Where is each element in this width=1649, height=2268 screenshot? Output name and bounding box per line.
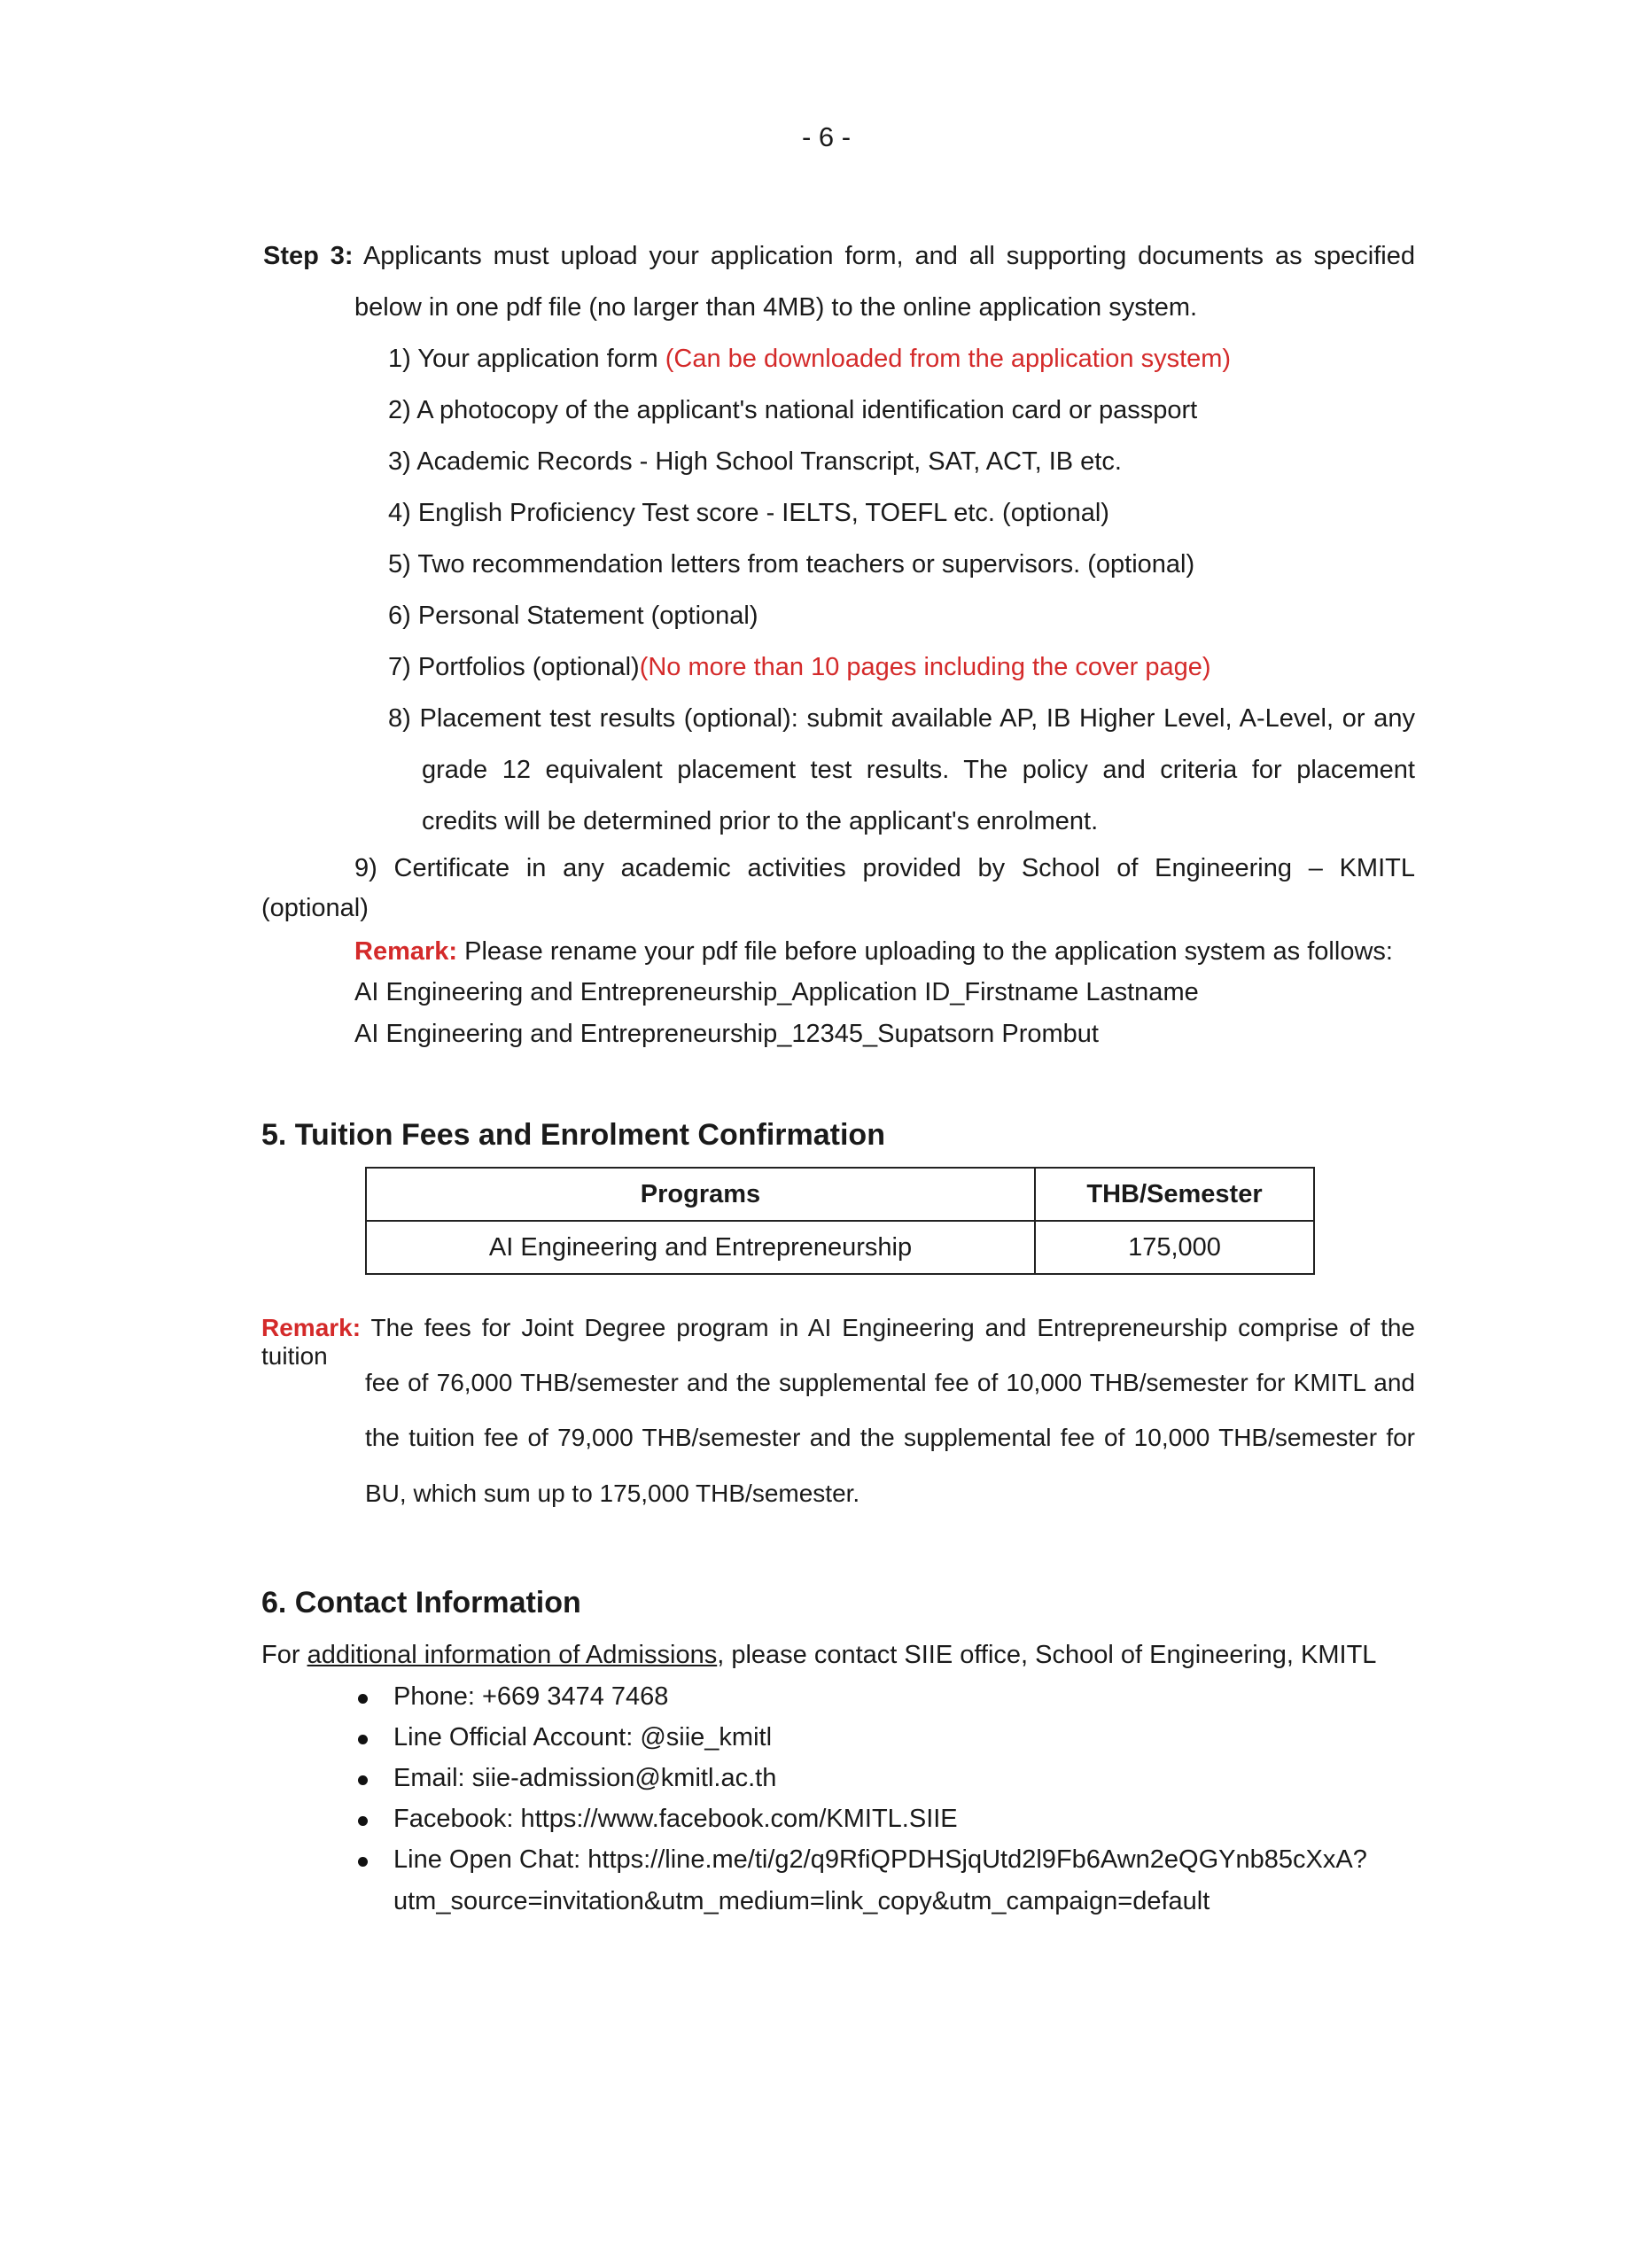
- contact-line-open-chat-continued[interactable]: utm_source=invitation&utm_medium=link_copy&utm_campaign=default: [393, 1887, 1210, 1915]
- item-note: (Can be downloaded from the application system): [665, 345, 1232, 373]
- contact-email[interactable]: Email: siie-admission@kmitl.ac.th: [393, 1764, 777, 1792]
- remark-line3-text: the tuition fee of 79,000 THB/semester and the supplemental fee of 10,000 THB/semester for: [365, 1424, 1415, 1451]
- bullet-icon: [358, 1857, 368, 1867]
- step3-item-9-line1: [354, 854, 1415, 883]
- table-header-programs: Programs: [366, 1168, 1035, 1221]
- step3-item-4: 4) English Proficiency Test score - IELTS, TOEFL etc. (optional): [388, 499, 1109, 527]
- item8-line2-text: grade 12 equivalent placement test results. The policy and criteria for placement: [422, 756, 1415, 784]
- tuition-table: [365, 1167, 1315, 1275]
- step3-item-7: [388, 653, 1211, 682]
- bullet-icon: [358, 1694, 368, 1704]
- step3-remark: [354, 937, 1393, 967]
- intro-suffix: , please contact SIIE office, School of Engineering, KMITL: [717, 1641, 1377, 1669]
- page-number: - 6 -: [802, 121, 852, 152]
- section5-heading: 5. Tuition Fees and Enrolment Confirmation: [261, 1118, 885, 1152]
- bullet-icon: [358, 1816, 368, 1826]
- step3-item-8-line1: [388, 704, 1415, 734]
- table-header-fee: THB/Semester: [1035, 1168, 1314, 1221]
- contact-line-official: Line Official Account: @siie_kmitl: [393, 1723, 773, 1751]
- section5-remark-line3: [365, 1424, 1415, 1452]
- table-header-row: [366, 1168, 1314, 1221]
- item-text: 1) Your application form: [388, 345, 665, 373]
- step3-item-8-line3: credits will be determined prior to the applicant's enrolment.: [422, 807, 1099, 835]
- step3-intro-line2: below in one pdf file (no larger than 4MB) to the online application system.: [354, 293, 1198, 322]
- step3-item-6: 6) Personal Statement (optional): [388, 602, 758, 630]
- section5-remark-line2: [365, 1369, 1415, 1397]
- remark-text: Please rename your pdf file before uploading to the application system as follows:: [457, 937, 1393, 966]
- item-text: 7) Portfolios (optional): [388, 653, 640, 681]
- table-row: [366, 1221, 1314, 1274]
- admissions-info-link[interactable]: additional information of Admissions: [307, 1641, 718, 1669]
- filename-format: AI Engineering and Entrepreneurship_Application ID_Firstname Lastname: [354, 978, 1199, 1006]
- intro-prefix: For: [261, 1641, 307, 1669]
- contact-phone: Phone: +669 3474 7468: [393, 1682, 669, 1711]
- item9-line1-text: 9) Certificate in any academic activities provided by School of Engineering – KMITL: [354, 854, 1415, 882]
- step3-item-2: 2) A photocopy of the applicant's national identification card or passport: [388, 396, 1198, 424]
- remark-line2-text: fee of 76,000 THB/semester and the supplemental fee of 10,000 THB/semester for KMITL and: [365, 1369, 1415, 1396]
- contact-facebook[interactable]: Facebook: https://www.facebook.com/KMITL.SIIE: [393, 1805, 958, 1833]
- step3-item-9-line2: (optional): [261, 894, 369, 922]
- item8-line1-text: 8) Placement test results (optional): submit available AP, IB Higher Level, A-Level, or any: [388, 704, 1415, 733]
- remark-text: The fees for Joint Degree program in AI Engineering and Entrepreneurship comprise of the tuition: [261, 1314, 1415, 1370]
- remark-label: Remark:: [261, 1314, 362, 1341]
- step3-intro-line1: [263, 242, 1415, 271]
- step3-label: Step 3:: [263, 242, 354, 270]
- bullet-icon: [358, 1775, 368, 1785]
- section5-remark-line4: BU, which sum up to 175,000 THB/semester.: [365, 1480, 860, 1507]
- table-cell-fee: 175,000: [1035, 1221, 1314, 1274]
- bullet-icon: [358, 1735, 368, 1744]
- section6-intro: [261, 1641, 1376, 1670]
- remark-label: Remark:: [354, 937, 458, 966]
- step3-item-1: [388, 345, 1231, 374]
- step3-item-5: 5) Two recommendation letters from teachers or supervisors. (optional): [388, 550, 1195, 579]
- section5-remark-line1: [261, 1314, 1415, 1371]
- table-cell-program: AI Engineering and Entrepreneurship: [366, 1221, 1035, 1274]
- step3-intro-text: Applicants must upload your application form, and all supporting documents as specified: [362, 242, 1415, 270]
- section6-heading: 6. Contact Information: [261, 1586, 581, 1619]
- step3-item-8-line2: [422, 756, 1415, 785]
- filename-example: AI Engineering and Entrepreneurship_12345_Supatsorn Prombut: [354, 1020, 1099, 1048]
- item-note: (No more than 10 pages including the cover page): [639, 653, 1211, 681]
- step3-item-3: 3) Academic Records - High School Transcript, SAT, ACT, IB etc.: [388, 447, 1122, 476]
- contact-line-open-chat[interactable]: Line Open Chat: https://line.me/ti/g2/q9RfiQPDHSjqUtd2l9Fb6Awn2eQGYnb85cXxA?: [393, 1845, 1367, 1874]
